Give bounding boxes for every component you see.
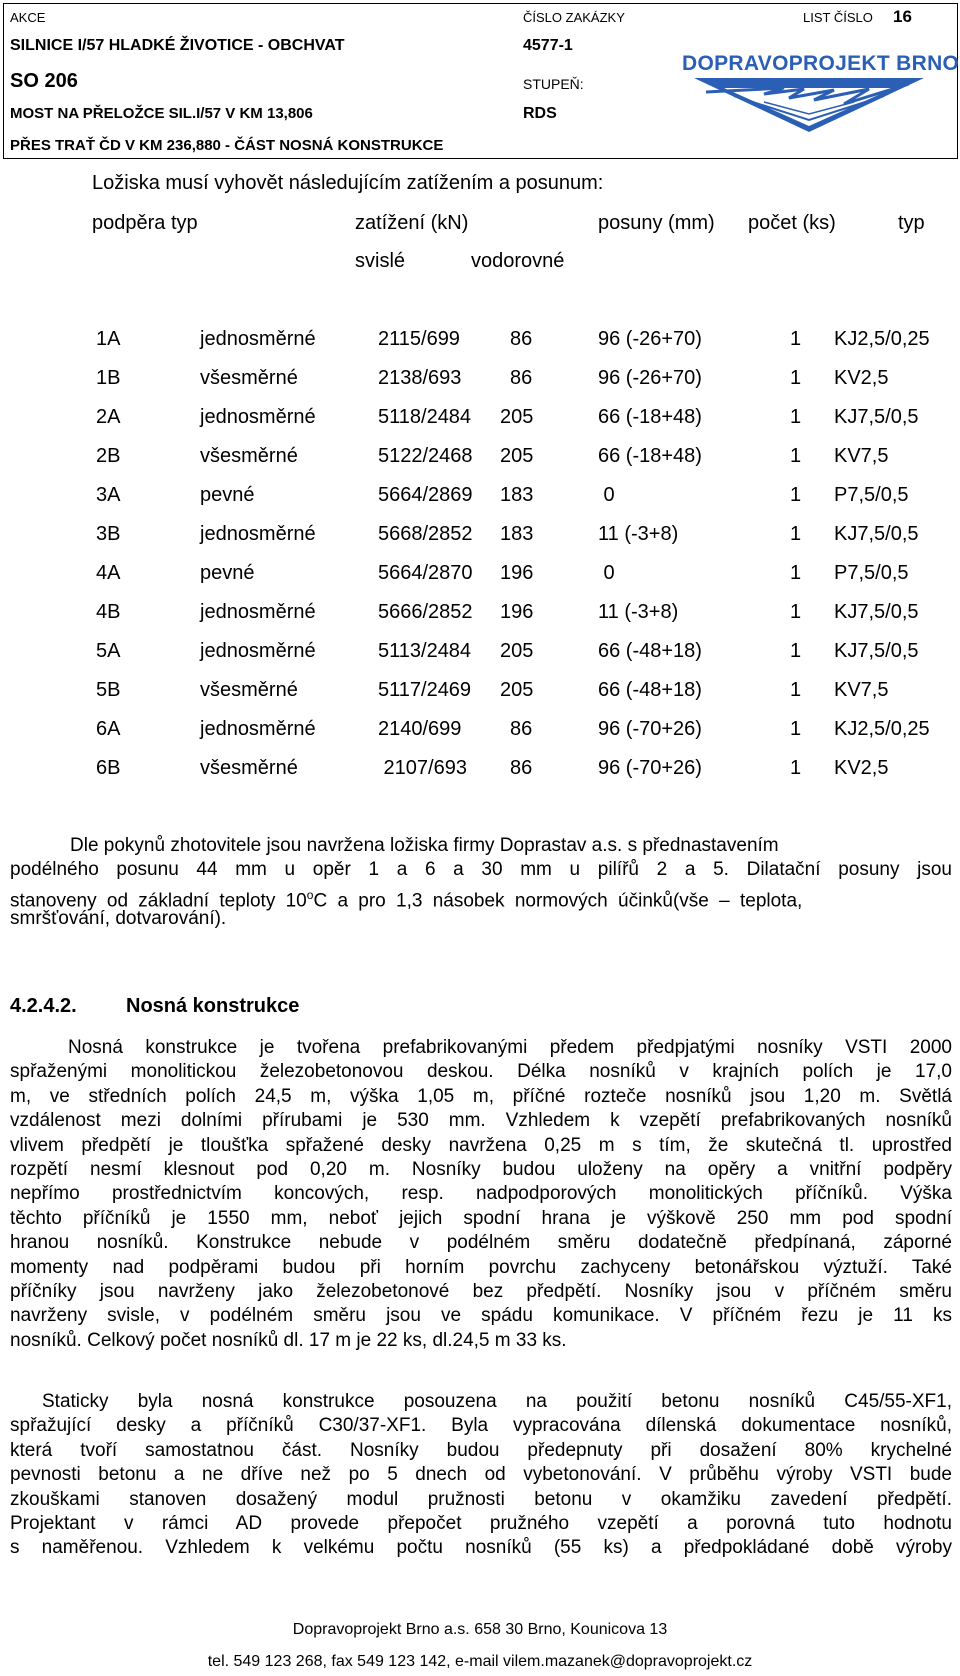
degree-superscript: o [306,887,314,902]
cell-model: P7,5/0,5 [834,484,909,506]
text-line: momenty nad podpěrami budou při horním povrchu zachyceny betonářskou výztuží. Také [10,1256,952,1278]
table-row [0,328,960,358]
cell-horizontal: 205 [500,640,534,662]
cell-displacement: 0 [598,562,615,584]
cell-type: všesměrné [200,757,298,779]
zakazka-label: ČÍSLO ZAKÁZKY [523,10,625,25]
text-line: smršťování, dotvarování). [10,908,227,930]
cell-count: 1 [790,484,802,506]
cell-displacement: 11 (-3+8) [598,523,679,545]
cell-displacement: 96 (-26+70) [598,328,702,350]
cell-count: 1 [790,562,802,584]
text-line: Staticky byla nosná konstrukce posouzena na použití betonu nosníků C45/55-XF1, [42,1391,952,1412]
cell-model: KV2,5 [834,367,889,389]
cell-model: KJ7,5/0,5 [834,406,919,428]
cell-model: KV7,5 [834,679,889,701]
cell-count: 1 [790,367,802,389]
intro-sentence: Ložiska musí vyhovět následujícím zatížením a posunum: [92,172,604,194]
static-paragraph [10,1390,952,1561]
text-line: podélného posunu 44 mm u opěr 1 a 6 a 30 mm u pilířů 2 a 5. Dilatační posuny jsou [10,859,952,881]
text-line: Nosná konstrukce je tvořena prefabrikovanými předem předpjatými nosníky VSTI 2000 [68,1037,952,1058]
cell-type: všesměrné [200,367,298,389]
cell-model: P7,5/0,5 [834,562,909,584]
table-row [0,601,960,631]
header-line-bridge: MOST NA PŘELOŽCE SIL.I/57 V KM 13,806 [10,105,313,122]
cell-vertical: 5668/2852 [378,523,473,545]
text-line: nosníků. Celkový počet nosníků dl. 17 m je 22 ks, dl.24,5 m 33 ks. [10,1329,567,1351]
header-line-part: PŘES TRAŤ ČD V KM 236,880 - ČÁST NOSNÁ KONSTRUKCE [10,137,444,154]
text-line: nepřímo prostřednictvím koncových, resp. nadpodporových monolitických příčníků. Výška [10,1183,952,1205]
stupen-value: RDS [523,105,557,122]
zakazka-number: 4577-1 [523,37,573,54]
title-block [3,3,958,159]
footer-address: Dopravoprojekt Brno a.s. 658 30 Brno, Kounicova 13 [292,1621,668,1638]
cell-id: 5B [96,679,121,701]
cell-model: KJ7,5/0,5 [834,640,919,662]
cell-vertical: 5664/2869 [378,484,473,506]
akce-label: AKCE [10,10,46,25]
footer-contact: tel. 549 123 268, fax 549 123 142, e-mail vilem.mazanek@dopravoprojekt.cz [207,1653,753,1670]
cell-displacement: 96 (-26+70) [598,367,702,389]
cell-horizontal: 196 [500,562,534,584]
cell-displacement: 66 (-48+18) [598,640,702,662]
cell-vertical: 5664/2870 [378,562,473,584]
cell-type: jednosměrné [200,328,316,350]
text-line: vlivem předpětí je tloušťka spřažené desky navržena 0,25 m s tím, že skutečná tl. uprostřed [10,1134,952,1156]
cell-count: 1 [790,640,802,662]
cell-displacement: 66 (-18+48) [598,406,702,428]
section-number: 4.2.4.2. [10,995,77,1017]
cell-model: KJ2,5/0,25 [834,718,930,740]
cell-displacement: 66 (-48+18) [598,679,702,701]
cell-model: KJ7,5/0,5 [834,523,919,545]
text-fragment: C a pro 1,3 násobek normových účinků(vše – teplota, [313,890,803,912]
col-header-zatizeni: zatížení (kN) [355,212,469,234]
cell-displacement: 0 [598,484,615,506]
cell-id: 2B [96,445,121,467]
table-row [0,757,960,787]
cell-count: 1 [790,445,802,467]
list-number: 16 [893,7,912,26]
text-line: která tvoří samostatnou část. Nosníky budou předepnuty při dosažení 80% krychelné [10,1439,952,1461]
cell-id: 1B [96,367,121,389]
cell-displacement: 96 (-70+26) [598,757,702,779]
text-line: spřaženými monolitickou železobetonovou deskou. Délka nosníků v krajních polích je 17,0 [10,1061,952,1083]
cell-horizontal: 86 [510,328,533,350]
cell-vertical: 2115/699 [378,328,460,350]
cell-count: 1 [790,601,802,623]
cell-horizontal: 196 [500,601,534,623]
col-header-posuny: posuny (mm) [598,212,715,234]
list-label: LIST ČÍSLO [803,10,873,25]
cell-count: 1 [790,718,802,740]
subheader-vodorovne: vodorovné [471,250,565,272]
text-line: spřažující desky a příčníků C30/37-XF1. Byla vypracována dílenská dokumentace nosníků, [10,1415,952,1437]
table-row [0,484,960,514]
table-row [0,562,960,592]
cell-type: pevné [200,562,255,584]
col-header-pocet: počet (ks) [748,212,836,234]
text-line [10,883,952,912]
table-row [0,367,960,397]
text-line: těchto příčníků je 1550 mm, neboť jejich spodní hrana je výškově 250 mm pod spodní [10,1207,952,1229]
table-row [0,523,960,553]
table-row [0,679,960,709]
text-line: Dle pokynů zhotovitele jsou navržena ložiska firmy Doprastav a.s. s přednastavením [70,835,779,856]
cell-id: 4B [96,601,121,623]
cell-count: 1 [790,523,802,545]
cell-displacement: 96 (-70+26) [598,718,702,740]
cell-vertical: 2140/699 [378,718,462,740]
cell-horizontal: 205 [500,445,534,467]
col-header-podpera: podpěra typ [92,212,198,234]
text-line: s naměřenou. Vzhledem k velkému počtu nosníků (55 ks) a předpokládané době výroby [10,1537,952,1559]
table-row [0,445,960,475]
cell-count: 1 [790,406,802,428]
cell-type: všesměrné [200,679,298,701]
cell-count: 1 [790,679,802,701]
company-logo-icon [694,74,924,136]
cell-model: KJ7,5/0,5 [834,601,919,623]
cell-type: jednosměrné [200,601,316,623]
cell-vertical: 5118/2484 [378,406,472,428]
text-fragment: stanoveny od základní teploty 10 [10,890,307,912]
text-line: navrženy svisle, v podélném směru jsou ve spádu komunikace. V příčném řezu je 11 ks [10,1305,952,1327]
cell-horizontal: 183 [500,523,534,545]
text-line: hranou nosníků. Konstrukce nebude v podélném směru dodatečně předpínaná, záporné [10,1232,952,1254]
header-line-road: SILNICE I/57 HLADKÉ ŽIVOTICE - OBCHVAT [10,37,345,54]
table-row [0,406,960,436]
cell-horizontal: 183 [500,484,534,506]
cell-vertical: 5113/2484 [378,640,472,662]
cell-vertical: 5122/2468 [378,445,473,467]
section-heading [10,995,299,1018]
cell-type: pevné [200,484,255,506]
col-header-typ: typ [898,212,925,234]
text-line: rozpětí nesmí klesnout pod 0,20 m. Nosníky budou uloženy na opěry a vnitřní podpěry [10,1158,952,1180]
header-line-so: SO 206 [10,70,78,92]
stupen-label: STUPEŇ: [523,76,584,92]
cell-model: KJ2,5/0,25 [834,328,930,350]
cell-id: 3B [96,523,121,545]
cell-horizontal: 205 [500,679,534,701]
cell-id: 1A [96,328,121,350]
cell-displacement: 11 (-3+8) [598,601,679,623]
cell-type: jednosměrné [200,406,316,428]
text-line: pevnosti betonu a ne dříve než po 5 dnech od vybetonování. V průběhu výroby VSTI bude [10,1464,952,1486]
cell-id: 6B [96,757,121,779]
text-line: m, ve středních polích 24,5 m, výška 1,05 m, příčné rozteče nosníků jsou 1,20 m. Světlá [10,1085,952,1107]
cell-horizontal: 86 [510,757,533,779]
cell-model: KV2,5 [834,757,889,779]
table-row [0,718,960,748]
cell-displacement: 66 (-18+48) [598,445,702,467]
text-line: vzdálenost mezi dolními přírubami je 530 mm. Vzhledem k vzepětí prefabrikovaných nosníků [10,1110,952,1132]
company-logo-text: DOPRAVOPROJEKT BRNO [682,52,960,75]
cell-vertical: 5117/2469 [378,679,472,701]
cell-vertical: 2107/693 [378,757,467,779]
section-title: Nosná konstrukce [126,995,300,1017]
cell-horizontal: 205 [500,406,534,428]
cell-vertical: 5666/2852 [378,601,473,623]
cell-horizontal: 86 [510,367,533,389]
cell-vertical: 2138/693 [378,367,462,389]
table-row [0,640,960,670]
cell-id: 2A [96,406,121,428]
cell-id: 4A [96,562,121,584]
text-line: příčníky jsou navrženy jako železobetonové bez předpětí. Nosníky jsou v příčném směru [10,1280,952,1302]
cell-id: 6A [96,718,121,740]
text-line: Projektant v rámci AD provede přepočet pružného vzepětí a porovná tuto hodnotu [10,1512,952,1534]
cell-count: 1 [790,757,802,779]
cell-count: 1 [790,328,802,350]
cell-type: jednosměrné [200,640,316,662]
cell-type: jednosměrné [200,718,316,740]
cell-id: 3A [96,484,121,506]
cell-type: jednosměrné [200,523,316,545]
subheader-svisle: svislé [355,250,406,272]
cell-type: všesměrné [200,445,298,467]
bearings-note-paragraph [10,834,952,932]
cell-horizontal: 86 [510,718,533,740]
text-line: zkouškami stanoven dosažený modul pružnosti betonu v okamžiku zavedení předpětí. [10,1488,952,1510]
structure-paragraph [10,1036,952,1353]
cell-model: KV7,5 [834,445,889,467]
cell-id: 5A [96,640,121,662]
